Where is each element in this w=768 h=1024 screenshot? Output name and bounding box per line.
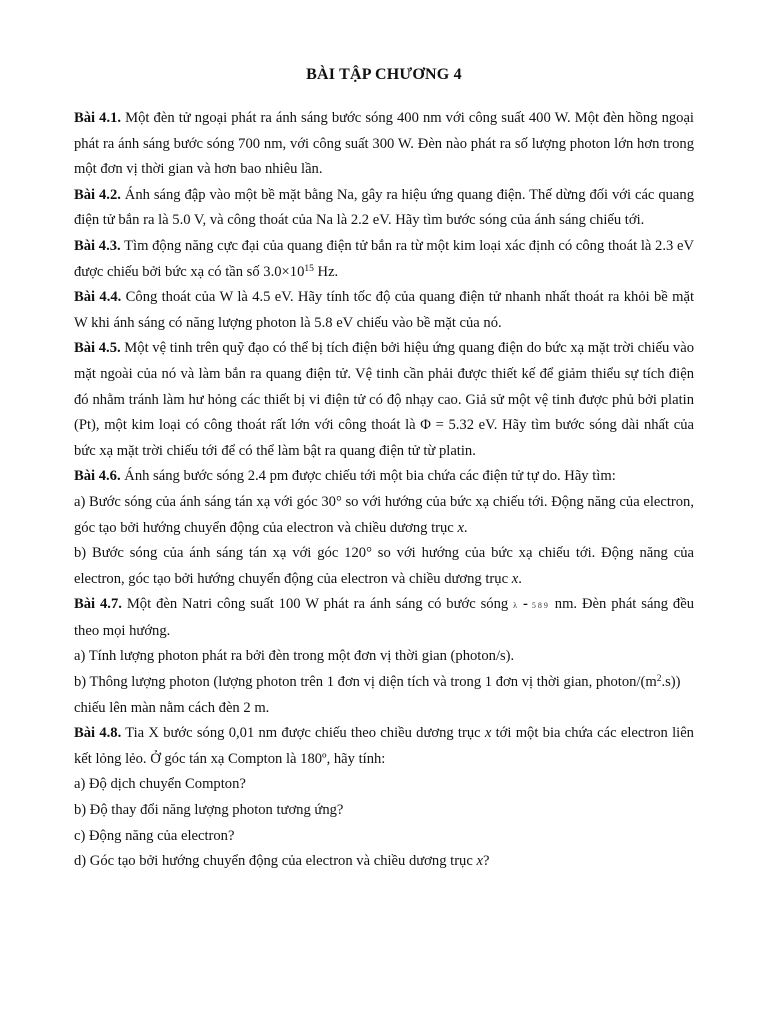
part-text: . (463, 519, 468, 536)
problem-label: Bài 4.2. (74, 186, 121, 203)
part-text: d) Góc tạo bởi hướng chuyển động của electron và chiều dương trục (74, 853, 477, 870)
problem-text: Một vệ tinh trên quỹ đạo có thể bị tích điện bởi hiệu ứng quang điện do bức xạ mặt trời chiếu vào mặt ngoài của nó và làm bắn ra quang điện tử. Vệ tinh cần phải được thiết kế để giảm thiểu sự tích điện đó nhằm tránh làm hư hỏng các thiết bị vi điện tử có độ nhạy cao. Giả sử một vệ tinh được phủ bởi platin (Pt), một kim loại có công thoát rất lớn với công thoát là Φ = 5.32 eV. Hãy tìm bước sóng dài nhất của bức xạ mặt trời chiếu tới để có thể làm bật ra quang điện tử từ platin. (74, 340, 694, 459)
problem-text: Tìm động năng cực đại của quang điện tử bắn ra từ một kim loại xác định có công thoát là 2.3 eV được chiếu bởi bức xạ có tần số 3.0×10 (74, 237, 695, 280)
problem-label: Bài 4.4. (74, 289, 122, 306)
document-page (74, 62, 694, 875)
problem-4-6-part-a (74, 490, 694, 541)
problem-label: Bài 4.8. (74, 725, 122, 742)
problem-4-8-part-c: c) Động năng của electron? (74, 827, 235, 844)
problem-4-4 (74, 285, 694, 336)
problem-text: nm. Đèn phát sáng đều theo mọi hướng. (74, 596, 695, 639)
problem-4-3 (74, 234, 694, 285)
part-text: b) Bước sóng của ánh sáng tán xạ với góc 120° so với hướng của bức xạ chiếu tới. Động năng của electron, góc tạo bởi hướng chuyển động của electron và chiều dương trục (74, 545, 694, 587)
problem-text: Ánh sáng bước sóng 2.4 pm được chiếu tới một bia chứa các điện tử tự do. Hãy tìm: (120, 468, 616, 485)
problem-label: Bài 4.3. (74, 237, 121, 254)
axis-variable: x (511, 570, 519, 587)
problem-4-7 (74, 592, 694, 644)
problem-4-2 (74, 183, 694, 234)
problem-text: Một đèn Natri công suất 100 W phát ra ánh sáng có bước sóng (121, 596, 514, 613)
axis-variable: x (476, 853, 483, 870)
part-text: b) Thông lượng photon (lượng photon trên 1 đơn vị diện tích và trong 1 đơn vị thời gian, photon/(m (74, 674, 657, 691)
problem-4-8-part-d (74, 849, 694, 875)
problem-text: tới một bia chứa các electron liên kết lỏng lẻo. Ở góc tán xạ Compton là 180º, hãy tính: (74, 725, 694, 767)
problem-4-1 (74, 106, 694, 183)
axis-variable: x (484, 725, 492, 742)
problem-text: Ánh sáng đập vào một bề mặt bằng Na, gây ra hiệu ứng quang điện. Thế dừng đối với các quang điện tử bắn ra là 5.0 V, và công thoát của Na là 2.2 eV. Hãy tìm bước sóng của ánh sáng chiếu tới. (74, 186, 694, 229)
axis-variable: x (457, 519, 464, 536)
problem-text: Công thoát của W là 4.5 eV. Hãy tính tốc độ của quang điện tử nhanh nhất thoát ra khỏi bề mặt W khi ánh sáng có năng lượng photon là 5.8 eV chiếu vào bề mặt của nó. (74, 289, 695, 331)
problem-4-7-part-b (74, 670, 694, 721)
part-text: a) Bước sóng của ánh sáng tán xạ với góc 30° so với hướng của bức xạ chiếu tới. Động năng của electron, góc tạo bởi hướng chuyển động của electron và chiều dương trục (74, 493, 694, 536)
problem-text: Một đèn tử ngoại phát ra ánh sáng bước sóng 400 nm với công suất 400 W. Một đèn hồng ngoại phát ra ánh sáng bước sóng 700 nm, với công suất 300 W. Đèn nào phát ra số lượng photon lớn hơn trong một đơn vị thời gian và hơn bao nhiêu lần. (74, 110, 694, 178)
problem-label: Bài 4.6. (74, 468, 121, 485)
exponent: 2 (656, 674, 662, 685)
problem-4-8 (74, 721, 694, 772)
problem-label: Bài 4.5. (74, 340, 121, 357)
formula-dash: - (522, 596, 528, 613)
lambda-symbol: λ (513, 601, 519, 611)
problem-4-8-part-b: b) Độ thay đổi năng lượng photon tương ứng? (74, 802, 344, 819)
problem-4-8-part-a: a) Độ dịch chuyển Compton? (74, 776, 246, 793)
part-text: . (518, 570, 522, 587)
wavelength-formula (513, 601, 519, 610)
problem-4-7-part-a: a) Tính lượng photon phát ra bởi đèn trong một đơn vị thời gian (photon/s). (74, 648, 515, 665)
exponent: 15 (304, 263, 314, 274)
problem-text: Hz. (313, 263, 339, 280)
problem-4-5 (74, 336, 694, 464)
problem-4-6-part-b (74, 541, 694, 592)
problem-4-6 (74, 464, 694, 490)
wavelength-value: 589 (531, 601, 550, 611)
problem-label: Bài 4.7. (74, 596, 122, 613)
part-text: ? (482, 853, 490, 870)
page-title: BÀI TẬP CHƯƠNG 4 (306, 66, 462, 83)
problem-text: Tia X bước sóng 0,01 nm được chiếu theo chiều dương trục (121, 725, 485, 742)
problem-label: Bài 4.1. (74, 110, 122, 126)
part-text: .s)) chiếu lên màn nằm cách đèn 2 m. (74, 674, 681, 716)
